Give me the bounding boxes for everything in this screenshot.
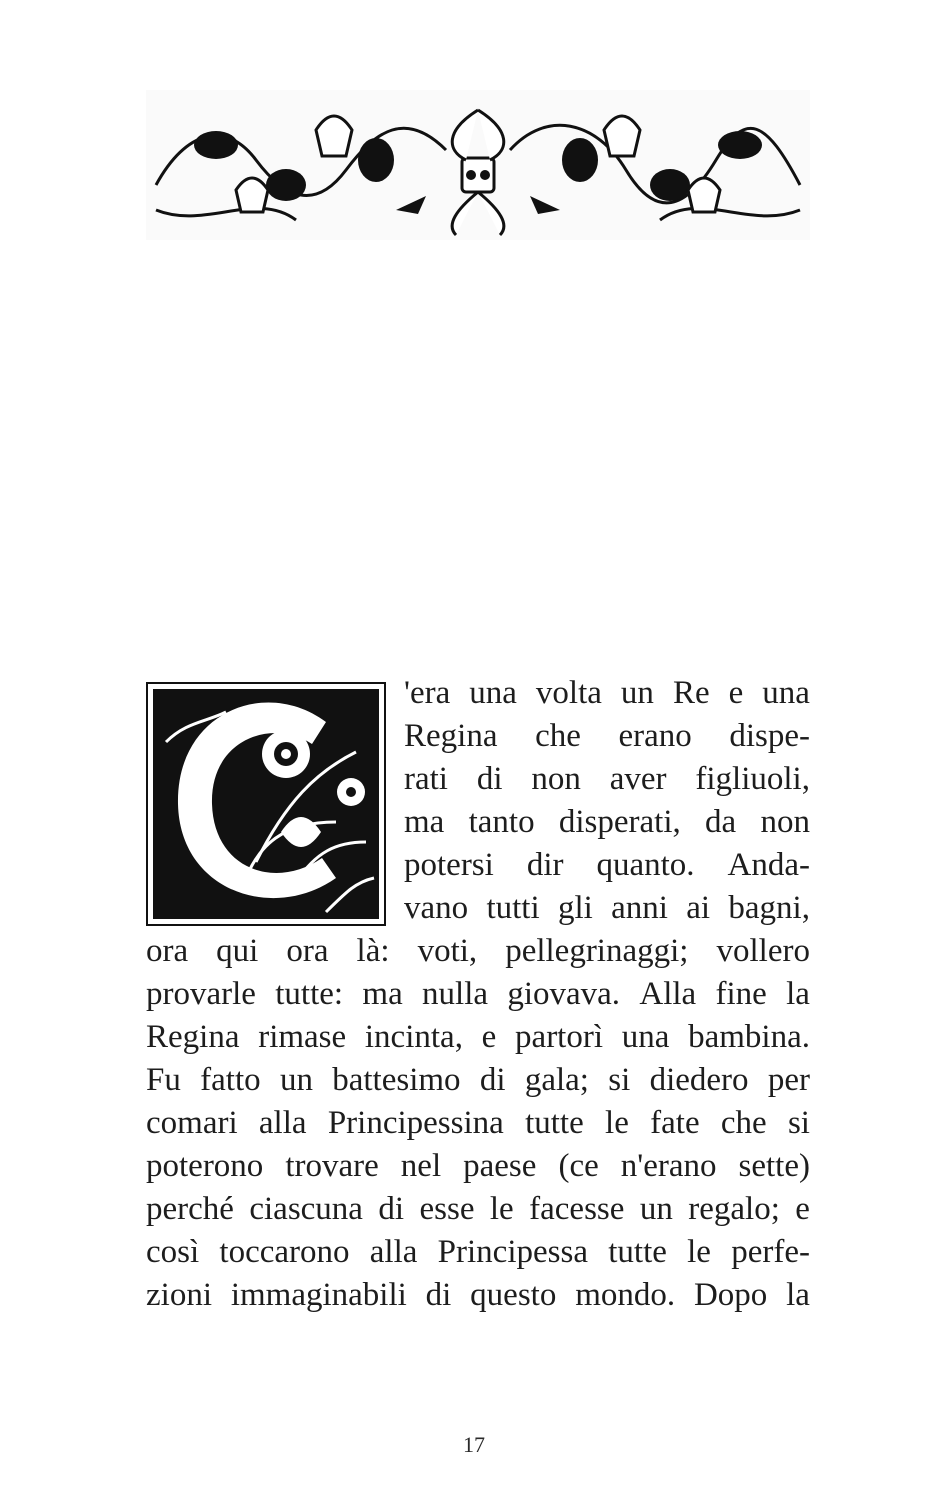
word: n'erano: [620, 1148, 717, 1184]
word: facesse: [529, 1191, 625, 1227]
word: provarle: [146, 976, 256, 1012]
text-line: [404, 887, 810, 929]
word: si: [787, 1105, 810, 1141]
word: vano: [404, 890, 469, 926]
word: perfe-: [731, 1234, 810, 1270]
word: le: [687, 1234, 711, 1270]
word: incinta,: [364, 1019, 463, 1055]
word: regalo;: [688, 1191, 780, 1227]
word: da: [705, 804, 737, 840]
text-line: [404, 844, 810, 886]
word: la: [786, 1277, 810, 1313]
word: alla: [369, 1234, 418, 1270]
word: erano: [618, 718, 692, 754]
word: una: [762, 675, 810, 711]
word: Anda-: [727, 847, 810, 883]
word: ai: [686, 890, 711, 926]
page-number: 17: [463, 1432, 485, 1457]
word: di: [476, 761, 503, 797]
word: perché: [146, 1191, 234, 1227]
decorated-initial-c: [146, 682, 386, 926]
word: si: [608, 1062, 631, 1098]
word: la: [786, 976, 810, 1012]
word: di: [479, 1062, 506, 1098]
text-line: [146, 1274, 810, 1316]
word: Fu: [146, 1062, 181, 1098]
word: diedero: [649, 1062, 749, 1098]
word: poterono: [146, 1148, 264, 1184]
word: alla: [258, 1105, 307, 1141]
word: tutte:: [275, 976, 344, 1012]
text-line: [146, 1145, 810, 1187]
word: che: [535, 718, 581, 754]
word: e: [481, 1019, 497, 1055]
word: le: [605, 1105, 629, 1141]
word: tutte: [608, 1234, 667, 1270]
word: pellegrinaggi;: [505, 933, 689, 969]
word: anni: [611, 890, 668, 926]
text-line: [146, 930, 810, 972]
word: dispe-: [729, 718, 810, 754]
word: per: [767, 1062, 810, 1098]
word: bambina.: [688, 1019, 810, 1055]
text-line: [146, 1059, 810, 1101]
word: Re: [672, 675, 710, 711]
word: Alla: [639, 976, 697, 1012]
text-line: [404, 715, 810, 757]
word: rimase: [258, 1019, 347, 1055]
word: sette): [738, 1148, 810, 1184]
word: (ce: [558, 1148, 599, 1184]
word: nel: [400, 1148, 442, 1184]
word: rati: [404, 761, 448, 797]
word: qui: [216, 933, 259, 969]
word: gala;: [524, 1062, 589, 1098]
word: ora: [286, 933, 329, 969]
word: e: [728, 675, 744, 711]
word: non: [760, 804, 810, 840]
word: bagni,: [728, 890, 810, 926]
word: un: [279, 1062, 313, 1098]
word: potersi: [404, 847, 494, 883]
text-line: [404, 672, 810, 714]
word: che: [720, 1105, 767, 1141]
word: là:: [356, 933, 390, 969]
word: fate: [650, 1105, 700, 1141]
text-line: [146, 1102, 810, 1144]
text-line: [146, 1016, 810, 1058]
word: quanto.: [596, 847, 695, 883]
word: nulla: [422, 976, 489, 1012]
word: e: [795, 1191, 810, 1227]
text-line: [404, 758, 810, 800]
word: Regina: [146, 1019, 240, 1055]
word: esse: [419, 1191, 475, 1227]
word: partorì: [515, 1019, 604, 1055]
word: Principessina: [327, 1105, 504, 1141]
word: volta: [535, 675, 602, 711]
word: aver: [609, 761, 667, 797]
word: fine: [715, 976, 767, 1012]
word: ma: [362, 976, 403, 1012]
word: trovare: [285, 1148, 379, 1184]
text-line: [146, 1188, 810, 1230]
word: paese: [463, 1148, 537, 1184]
word: un: [639, 1191, 673, 1227]
word: una: [621, 1019, 670, 1055]
floral-header-ornament: [146, 90, 810, 240]
word: non: [531, 761, 581, 797]
word: tutte: [525, 1105, 584, 1141]
text-line: [146, 1231, 810, 1273]
word: Dopo: [693, 1277, 768, 1313]
word: Regina: [404, 718, 498, 754]
word: ciascuna: [249, 1191, 363, 1227]
word: ora: [146, 933, 189, 969]
word: di: [425, 1277, 452, 1313]
word: Principessa: [437, 1234, 588, 1270]
word: figliuoli,: [695, 761, 810, 797]
word: toccarono: [219, 1234, 350, 1270]
word: fatto: [200, 1062, 261, 1098]
word: battesimo: [332, 1062, 461, 1098]
word: le: [489, 1191, 514, 1227]
word: un: [620, 675, 654, 711]
word: dir: [526, 847, 564, 883]
word: disperati,: [558, 804, 681, 840]
word: immaginabili: [230, 1277, 407, 1313]
word: gli: [557, 890, 593, 926]
word: 'era: [404, 675, 451, 711]
word: ma: [404, 804, 445, 840]
word: di: [378, 1191, 405, 1227]
text-line: [146, 973, 810, 1015]
word: una: [469, 675, 517, 711]
word: voti,: [417, 933, 478, 969]
word: giovava.: [507, 976, 621, 1012]
word: comari: [146, 1105, 238, 1141]
word: tanto: [468, 804, 535, 840]
word: mondo.: [575, 1277, 676, 1313]
word: così: [146, 1234, 200, 1270]
word: questo: [470, 1277, 557, 1313]
word: zioni: [146, 1277, 212, 1313]
text-line: [404, 801, 810, 843]
word: vollero: [716, 933, 810, 969]
word: tutti: [486, 890, 540, 926]
